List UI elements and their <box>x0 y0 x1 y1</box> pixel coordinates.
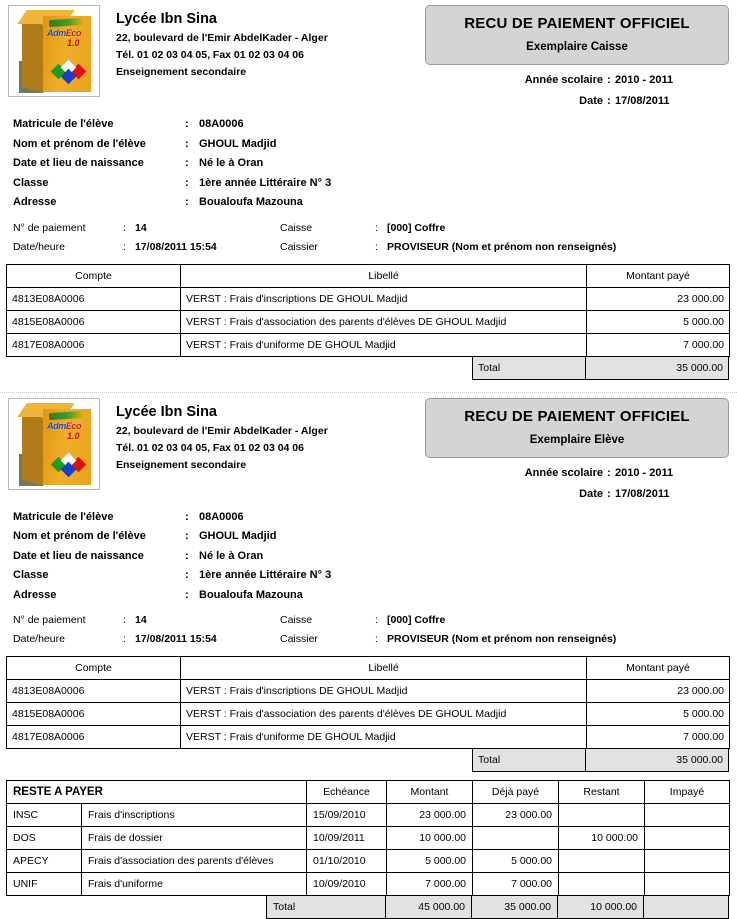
cell-code: INSC <box>7 804 82 827</box>
detail-value: Boualoufa Mazouna <box>199 196 303 208</box>
logo-cell <box>6 5 102 97</box>
cell-libelle: VERST : Frais d'inscriptions DE GHOUL Madjid <box>181 680 587 703</box>
total-deja-paye: 35 000.00 <box>472 896 558 919</box>
school-name: Lycée Ibn Sina <box>116 403 217 420</box>
meta-value: 17/08/2011 <box>615 95 670 107</box>
table-row <box>7 310 730 333</box>
detail-row-matricule <box>13 115 731 135</box>
cell-montant: 7 000.00 <box>587 333 730 356</box>
meta-date <box>425 95 729 107</box>
detail-value: Né le à Oran <box>199 549 264 562</box>
payment-info-row <box>13 219 731 238</box>
payment-number-value: 14 <box>135 614 147 626</box>
column-header-montant: Montant payé <box>587 657 730 680</box>
meta-annee-scolaire <box>425 74 729 86</box>
table-row <box>7 703 730 726</box>
cell-montant: 23 000.00 <box>587 287 730 310</box>
detail-label: Adresse <box>13 196 57 208</box>
detail-row-nom <box>13 527 731 547</box>
cell-libelle: VERST : Frais d'association des parents d'élèves DE GHOUL Madjid <box>181 310 587 333</box>
detail-label: Matricule de l'élève <box>13 510 114 523</box>
detail-row-classe <box>13 566 731 586</box>
cell-impaye <box>645 850 730 873</box>
total-value: 35 000.00 <box>586 357 729 380</box>
cell-restant <box>559 873 645 896</box>
table-row <box>7 873 730 896</box>
cell-libelle: Frais de dossier <box>82 827 307 850</box>
caissier-value: PROVISEUR (Nom et prénom non renseignés) <box>387 240 617 253</box>
column-header-libelle: Libellé <box>181 264 587 287</box>
reste-a-payer-total-row <box>6 896 729 919</box>
column-header-libelle: Libellé <box>181 657 587 680</box>
meta-value: 2010 - 2011 <box>615 74 674 86</box>
cell-montant: 5 000.00 <box>587 703 730 726</box>
total-label: Total <box>472 357 586 380</box>
cell-echeance: 15/09/2010 <box>307 804 387 827</box>
meta-separator: : <box>607 74 611 86</box>
caisse-label: Caisse <box>280 221 313 234</box>
meta-separator: : <box>607 95 611 107</box>
detail-separator: : <box>185 530 189 542</box>
cell-libelle: VERST : Frais d'association des parents d'élèves DE GHOUL Madjid <box>181 703 587 726</box>
separator: : <box>375 240 378 253</box>
payment-total-row <box>6 749 729 772</box>
total-impaye <box>644 896 729 919</box>
column-header-montant: Montant payé <box>587 264 730 287</box>
column-header-compte: Compte <box>7 264 181 287</box>
cell-deja-paye: 5 000.00 <box>473 850 559 873</box>
student-details <box>6 115 731 213</box>
logo-diamonds-icon <box>53 455 85 475</box>
payment-info-row <box>13 611 731 630</box>
school-info <box>102 5 425 81</box>
datetime-label: Date/heure <box>13 240 65 253</box>
school-name: Lycée Ibn Sina <box>116 11 217 27</box>
detail-value: 1ère année Littéraire N° 3 <box>199 569 332 581</box>
column-header-echeance: Echéance <box>307 781 387 804</box>
student-details <box>6 508 731 606</box>
meta-date <box>425 488 729 500</box>
detail-value: GHOUL Madjid <box>199 137 277 150</box>
receipt-title: RECU DE PAIEMENT OFFICIEL <box>464 407 690 425</box>
school-logo-icon <box>8 5 100 97</box>
receipt-title-column <box>425 5 731 107</box>
caisse-value: [000] Coffre <box>387 614 446 626</box>
cell-deja-paye <box>473 827 559 850</box>
school-level: Enseignement secondaire <box>116 66 247 78</box>
detail-value: 08A0006 <box>199 510 244 523</box>
separator: : <box>123 240 126 253</box>
datetime-value: 17/08/2011 15:54 <box>135 240 217 253</box>
school-logo-icon <box>8 398 100 490</box>
cell-montant: 7 000.00 <box>587 726 730 749</box>
table-header-row <box>7 657 730 680</box>
total-restant: 10 000.00 <box>558 896 644 919</box>
table-row <box>7 850 730 873</box>
meta-annee-scolaire <box>425 467 729 479</box>
cell-compte: 4813E08A0006 <box>7 287 181 310</box>
meta-value: 17/08/2011 <box>615 487 670 500</box>
total-label: Total <box>266 896 386 919</box>
detail-separator: : <box>185 196 189 208</box>
logo-version-label: 1.0 <box>67 38 80 48</box>
detail-label: Matricule de l'élève <box>13 118 114 130</box>
cell-montant: 5 000.00 <box>387 850 473 873</box>
detail-separator: : <box>185 137 189 150</box>
table-row <box>7 827 730 850</box>
caissier-label: Caissier <box>280 240 318 253</box>
cell-compte: 4817E08A0006 <box>7 726 181 749</box>
detail-row-nom <box>13 135 731 155</box>
school-address: 22, boulevard de l'Emir AbdelKader - Alger <box>116 32 328 44</box>
cell-montant: 10 000.00 <box>387 827 473 850</box>
cell-code: DOS <box>7 827 82 850</box>
table-row <box>7 726 730 749</box>
detail-label: Classe <box>13 569 49 581</box>
payment-number-value: 14 <box>135 221 147 234</box>
detail-separator: : <box>185 510 189 523</box>
cell-montant: 5 000.00 <box>587 310 730 333</box>
detail-value: Boualoufa Mazouna <box>199 588 303 601</box>
detail-row-classe <box>13 174 731 194</box>
detail-row-naissance <box>13 547 731 567</box>
payment-total-row <box>6 357 729 380</box>
table-row <box>7 804 730 827</box>
cell-libelle: Frais d'inscriptions <box>82 804 307 827</box>
detail-label: Classe <box>13 176 49 189</box>
datetime-value: 17/08/2011 15:54 <box>135 633 217 645</box>
cell-libelle: VERST : Frais d'inscriptions DE GHOUL Madjid <box>181 287 587 310</box>
table-row <box>7 680 730 703</box>
column-header-montant: Montant <box>387 781 473 804</box>
cell-compte: 4815E08A0006 <box>7 703 181 726</box>
table-header-row <box>7 264 730 287</box>
table-row <box>7 287 730 310</box>
detail-row-naissance <box>13 154 731 174</box>
cell-compte: 4817E08A0006 <box>7 333 181 356</box>
payment-info <box>6 611 731 649</box>
detail-label: Date et lieu de naissance <box>13 549 144 562</box>
meta-key: Année scolaire <box>524 466 603 479</box>
cell-compte: 4813E08A0006 <box>7 680 181 703</box>
school-info <box>102 398 425 474</box>
cell-libelle: Frais d'association des parents d'élèves <box>82 850 307 873</box>
separator: : <box>375 614 378 626</box>
receipt-eleve <box>0 393 737 773</box>
caissier-value: PROVISEUR (Nom et prénom non renseignés) <box>387 633 617 645</box>
reste-a-payer-title: RESTE A PAYER <box>7 781 307 804</box>
payment-table <box>6 264 730 357</box>
cell-echeance: 10/09/2010 <box>307 873 387 896</box>
cell-montant: 23 000.00 <box>587 680 730 703</box>
cell-deja-paye: 23 000.00 <box>473 804 559 827</box>
cell-impaye <box>645 873 730 896</box>
school-level: Enseignement secondaire <box>116 458 247 471</box>
payment-table <box>6 656 730 749</box>
cell-echeance: 10/09/2011 <box>307 827 387 850</box>
cell-libelle: VERST : Frais d'uniforme DE GHOUL Madjid <box>181 726 587 749</box>
meta-value: 2010 - 2011 <box>615 466 674 479</box>
receipt-title-column <box>425 398 731 500</box>
receipt-title-box <box>425 5 729 65</box>
column-header-deja-paye: Déjà payé <box>473 781 559 804</box>
separator: : <box>123 633 126 645</box>
table-row <box>7 333 730 356</box>
detail-row-adresse <box>13 586 731 606</box>
datetime-label: Date/heure <box>13 633 65 645</box>
detail-separator: : <box>185 118 189 130</box>
meta-separator: : <box>607 487 611 500</box>
cell-echeance: 01/10/2010 <box>307 850 387 873</box>
cell-libelle: Frais d'uniforme <box>82 873 307 896</box>
meta-key: Date <box>579 95 603 107</box>
detail-value: GHOUL Madjid <box>199 530 277 542</box>
payment-info-row <box>13 238 731 257</box>
logo-cell <box>6 398 102 490</box>
detail-separator: : <box>185 157 189 169</box>
school-phone: Tél. 01 02 03 04 05, Fax 01 02 03 04 06 <box>116 49 304 61</box>
cell-restant <box>559 850 645 873</box>
reste-a-payer-table <box>6 780 730 896</box>
logo-wordmark: AdmEco <box>47 28 82 38</box>
detail-value: 1ère année Littéraire N° 3 <box>199 176 332 189</box>
separator: : <box>123 614 126 626</box>
total-label: Total <box>472 749 586 772</box>
cell-impaye <box>645 827 730 850</box>
school-address: 22, boulevard de l'Emir AbdelKader - Alger <box>116 424 328 437</box>
payment-info <box>6 219 731 257</box>
detail-label: Nom et prénom de l'élève <box>13 530 146 542</box>
cell-compte: 4815E08A0006 <box>7 310 181 333</box>
receipt-subtitle: Exemplaire Caisse <box>526 41 628 53</box>
logo-diamonds-icon <box>53 62 85 82</box>
detail-row-adresse <box>13 193 731 213</box>
logo-wordmark: AdmEco <box>47 420 82 431</box>
column-header-restant: Restant <box>559 781 645 804</box>
separator: : <box>123 221 126 234</box>
receipt-title-box <box>425 398 729 458</box>
total-montant: 45 000.00 <box>386 896 472 919</box>
separator: : <box>375 221 378 234</box>
cell-libelle: VERST : Frais d'uniforme DE GHOUL Madjid <box>181 333 587 356</box>
meta-separator: : <box>607 466 611 479</box>
cell-restant <box>559 804 645 827</box>
meta-key: Date <box>579 487 603 500</box>
detail-label: Adresse <box>13 588 57 601</box>
detail-row-matricule <box>13 508 731 528</box>
cell-montant: 23 000.00 <box>387 804 473 827</box>
column-header-impaye: Impayé <box>645 781 730 804</box>
cell-restant: 10 000.00 <box>559 827 645 850</box>
separator: : <box>375 633 378 645</box>
cell-code: UNIF <box>7 873 82 896</box>
detail-label: Nom et prénom de l'élève <box>13 137 146 150</box>
detail-separator: : <box>185 549 189 562</box>
detail-value: Né le à Oran <box>199 157 264 169</box>
cell-code: APECY <box>7 850 82 873</box>
detail-value: 08A0006 <box>199 118 244 130</box>
caissier-label: Caissier <box>280 633 318 645</box>
detail-separator: : <box>185 588 189 601</box>
receipt-subtitle: Exemplaire Elève <box>529 433 625 446</box>
cell-montant: 7 000.00 <box>387 873 473 896</box>
caisse-label: Caisse <box>280 614 313 626</box>
detail-separator: : <box>185 569 189 581</box>
payment-number-label: N° de paiement <box>13 221 86 234</box>
column-header-compte: Compte <box>7 657 181 680</box>
total-value: 35 000.00 <box>586 749 729 772</box>
school-phone: Tél. 01 02 03 04 05, Fax 01 02 03 04 06 <box>116 441 304 454</box>
table-header-row <box>7 781 730 804</box>
meta-key: Année scolaire <box>524 74 603 86</box>
receipt-title: RECU DE PAIEMENT OFFICIEL <box>464 15 690 32</box>
logo-version-label: 1.0 <box>67 430 80 441</box>
cell-impaye <box>645 804 730 827</box>
receipt-header <box>6 393 731 500</box>
payment-info-row <box>13 630 731 649</box>
cell-deja-paye: 7 000.00 <box>473 873 559 896</box>
caisse-value: [000] Coffre <box>387 221 446 234</box>
receipt-caisse <box>0 0 737 380</box>
detail-separator: : <box>185 176 189 189</box>
payment-number-label: N° de paiement <box>13 614 86 626</box>
receipt-header <box>6 0 731 107</box>
detail-label: Date et lieu de naissance <box>13 157 144 169</box>
